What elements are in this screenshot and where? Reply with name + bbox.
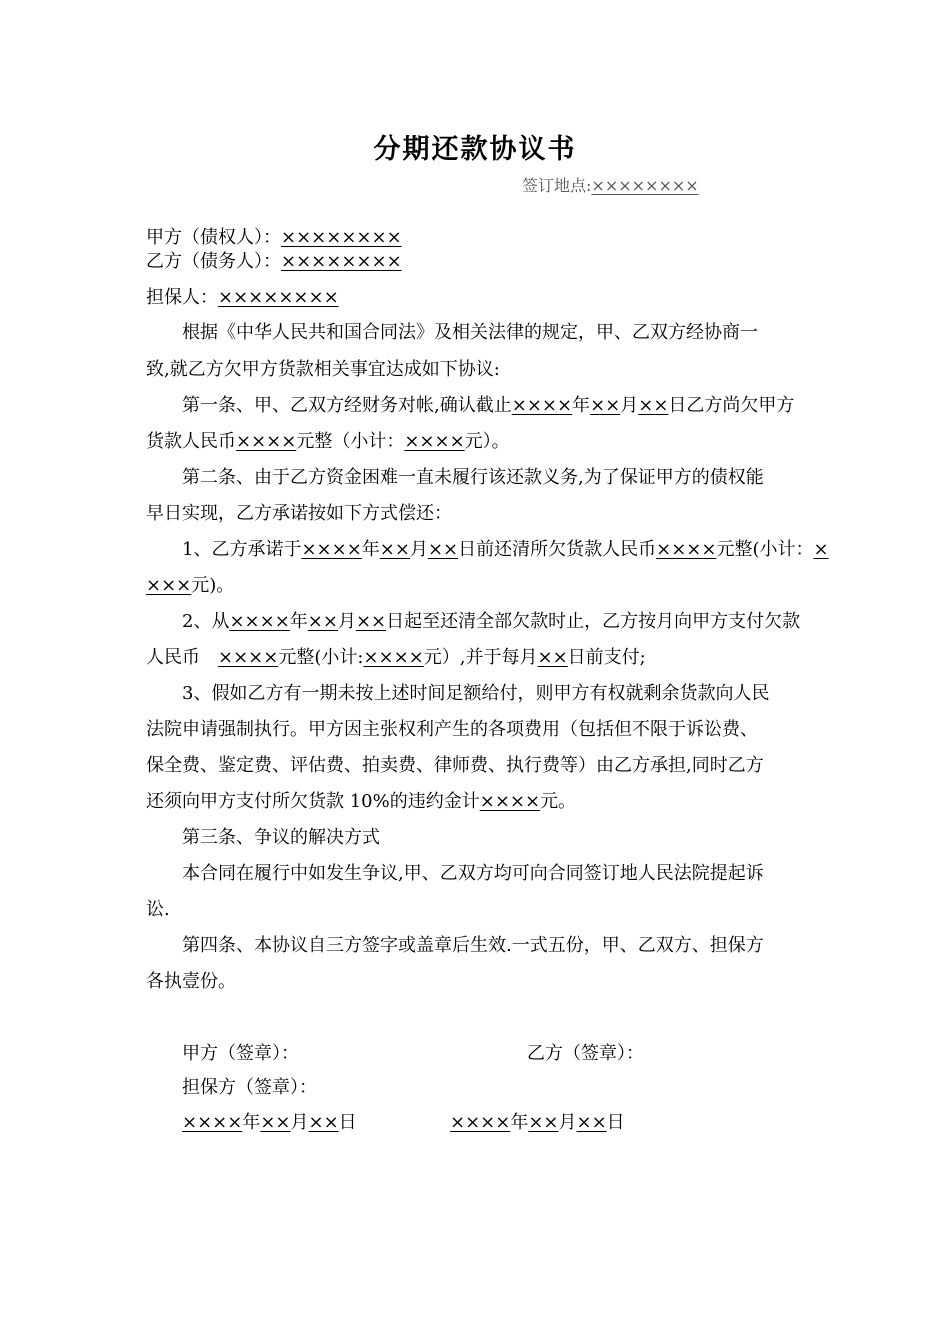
guarantor-label: 担保人： [146,287,218,308]
document-title: 分期还款协议书 [373,134,577,165]
signing-place-label: 签订地点: [522,176,592,195]
blank-day: ×× [427,539,459,560]
article-4-line-2: 各执壹份。 [146,971,236,992]
item-1-text: 元)。 [191,575,235,596]
item-1-text: 日前还清所欠货款人民币 [458,539,657,560]
year-char: 年 [289,611,308,632]
year-char: 年 [510,1112,529,1133]
month-char: 月 [620,395,639,416]
item-3-line-2: 法院申请强制执行。甲方因主张权利产生的各项费用（包括但不限于诉讼费、 [146,719,758,740]
item-1-text: 元整(小计： [716,539,814,560]
year-char: 年 [361,539,380,560]
item-2-text: 日起至还清全部欠款时止，乙方按月向甲方支付欠款 [386,611,801,632]
blank-month: ×× [528,1112,559,1133]
day-char: 日 [338,1112,357,1133]
party-b-label: 乙方（债务人）： [146,251,281,272]
party-a-line [146,226,402,250]
article-3-line-1: 本合同在履行中如发生争议,甲、乙双方均可向合同签订地人民法院提起诉 [182,863,764,884]
blank-year: ×××× [182,1112,243,1133]
blank-year: ×××× [450,1112,511,1133]
article-4-line-1: 第四条、本协议自三方签字或盖章后生效.一式五份，甲、乙双方、担保方 [182,935,764,956]
article-1-text: 日乙方尚欠甲方 [668,395,795,416]
month-char: 月 [290,1112,309,1133]
date-2 [450,1111,625,1135]
item-3-line-4 [146,790,576,814]
blank-day: ×× [638,395,669,416]
party-b-value: ×××××××× [281,251,402,272]
blank-year: ×××× [229,611,290,632]
guarantor-value: ×××××××× [218,287,339,308]
article-1-text: 第一条、甲、乙双方经财务对帐,确认截止 [182,395,512,416]
signature-guarantor: 担保方（签章）： [182,1077,317,1098]
blank-subtotal: ××× [146,575,192,596]
item-2-line-1 [182,610,800,634]
blank-amount: ×××× [218,647,279,668]
intro-line-1: 根据《中华人民共和国合同法》及相关法律的规定，甲、乙双方经协商一 [182,322,758,343]
blank-subtotal: × [813,539,829,560]
item-2-text: 2、从 [182,611,230,632]
article-1-line-1 [182,394,794,418]
blank-subtotal: ×××× [404,431,465,452]
signing-place-value: ×××××××× [591,176,699,195]
item-2-text: 元整(小计: [278,647,364,668]
article-3-title: 第三条、争议的解决方式 [182,827,380,848]
item-3-text: 还须向甲方支付所欠货款 10%的违约金计 [146,791,480,812]
blank-month: ×× [260,1112,291,1133]
article-1-text: 元）。 [464,431,510,452]
blank-month: ×× [307,611,338,632]
item-2-text: 人民币 [146,647,218,668]
article-1-text: 元整（小计： [296,431,405,452]
item-3-line-3: 保全费、鉴定费、评估费、拍卖费、律师费、执行费等）由乙方承担,同时乙方 [146,755,764,776]
month-char: 月 [409,539,428,560]
year-char: 年 [242,1112,261,1133]
date-1 [182,1111,357,1135]
blank-day: ×× [355,611,387,632]
article-2-line-2: 早日实现，乙方承诺按如下方式偿还： [146,503,452,524]
signature-party-a: 甲方（签章）： [182,1043,299,1064]
article-2-line-1: 第二条、由于乙方资金困难一直未履行该还款义务,为了保证甲方的债权能 [182,467,764,488]
item-1-line-1 [182,538,829,562]
month-char: 月 [337,611,356,632]
item-2-line-2 [146,646,646,670]
blank-day: ×× [308,1112,339,1133]
blank-amount: ×××× [236,431,297,452]
item-3-text: 元。 [540,791,577,812]
intro-line-2: 致,就乙方欠甲方货款相关事宜达成如下协议: [146,359,500,380]
item-1-text: 1、乙方承诺于 [182,539,302,560]
item-1-line-2 [146,574,234,598]
party-a-value: ×××××××× [281,227,402,248]
blank-month: ×× [379,539,410,560]
blank-amount: ×××× [656,539,717,560]
item-2-text: 日前支付; [567,647,646,668]
signing-place [522,175,699,197]
blank-year: ×××× [301,539,362,560]
month-char: 月 [558,1112,577,1133]
article-1-text: 货款人民币 [146,431,236,452]
year-char: 年 [572,395,591,416]
blank-day: ×× [576,1112,607,1133]
blank-day: ×× [537,647,568,668]
blank-month: ×× [590,395,621,416]
blank-year: ×××× [511,395,573,416]
signature-party-b: 乙方（签章）： [527,1043,644,1064]
blank-subtotal: ×××× [363,647,424,668]
day-char: 日 [606,1112,625,1133]
party-b-line [146,250,402,274]
item-3-line-1: 3、假如乙方有一期未按上述时间足额给付，则甲方有权就剩余货款向人民 [182,683,770,704]
guarantor-line [146,286,339,310]
item-2-text: 元）,并于每月 [423,647,538,668]
article-1-line-2 [146,430,510,454]
party-a-label: 甲方（债权人）： [146,227,281,248]
blank-penalty: ×××× [479,791,541,812]
article-3-line-2: 讼. [146,899,170,920]
